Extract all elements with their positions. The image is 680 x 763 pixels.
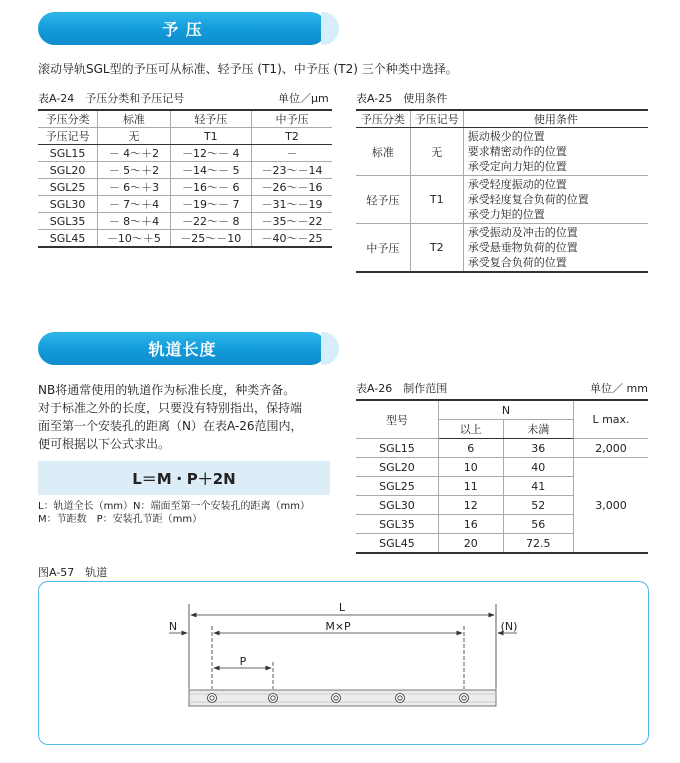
dim-n-label: N [168, 620, 178, 633]
table-cell: SGL25 [38, 179, 98, 196]
table-cell: SGL30 [356, 496, 439, 515]
table-cell: －22～－ 8 [170, 213, 251, 230]
table-cell: 36 [503, 439, 574, 458]
figure-box [38, 581, 649, 745]
table-a24-header: 中予压 [251, 110, 332, 128]
table-a24-symbol: 予压记号 [38, 128, 98, 145]
dim-nr-label: (N) [500, 620, 518, 633]
condition-item: 承受力矩的位置 [467, 208, 545, 221]
table-a24-header: 标准 [98, 110, 171, 128]
table-a24-unit: 单位／μm [278, 92, 329, 105]
dim-mp-label: M×P [325, 620, 351, 633]
table-row [356, 439, 648, 458]
condition-list [463, 224, 648, 273]
table-a25-header: 予压记号 [410, 110, 463, 128]
table-row [38, 196, 332, 213]
table-row [38, 145, 332, 162]
table-cell: 40 [503, 458, 574, 477]
table-cell: SGL20 [38, 162, 98, 179]
condition-item: 振动极少的位置 [467, 130, 545, 143]
mounting-hole-inner [334, 696, 338, 700]
table-cell: 56 [503, 515, 574, 534]
table-cell: －14～－ 5 [170, 162, 251, 179]
table-cell: 16 [439, 515, 504, 534]
table-cell: －23～－14 [251, 162, 332, 179]
formula-legend [38, 500, 358, 526]
table-a25-caption: 表A-25 使用条件 [356, 92, 448, 105]
condition-symbol: 无 [410, 128, 463, 176]
table-row [356, 224, 648, 273]
table-a26-caption: 表A-26 制作范围 [356, 382, 448, 395]
condition-item: 承受轻度振动的位置 [467, 178, 567, 191]
table-cell: SGL15 [356, 439, 439, 458]
rail-text-line: 面至第一个安装孔的距离（N）在表A-26范围内， [38, 419, 303, 433]
header-max: 未满 [503, 420, 574, 439]
section-title-preload [38, 12, 327, 45]
table-a24 [38, 109, 332, 248]
table-a24-caption: 表A-24 予压分类和予压记号 [38, 92, 185, 105]
condition-item: 承受悬垂物负荷的位置 [467, 241, 578, 254]
mounting-hole-inner [398, 696, 402, 700]
table-row [38, 230, 332, 248]
rail-body [189, 690, 496, 706]
mounting-hole-inner [271, 696, 275, 700]
table-a26-unit: 单位／ mm [590, 382, 648, 395]
rail-drawing [39, 582, 648, 744]
condition-class: 轻予压 [356, 176, 410, 224]
mounting-hole-inner [462, 696, 466, 700]
condition-class: 中予压 [356, 224, 410, 273]
table-cell: 41 [503, 477, 574, 496]
table-row [356, 128, 648, 176]
figure-caption: 图A-57 轨道 [38, 566, 108, 579]
header-n: N [439, 400, 574, 420]
legend-line: L：轨道全长（mm）N：端面至第一个安装孔的距离（mm） [38, 501, 311, 512]
table-cell: SGL35 [356, 515, 439, 534]
table-a25-header: 予压分类 [356, 110, 410, 128]
table-cell: － 7～＋4 [98, 196, 171, 213]
rail-text-line: 便可根据以下公式求出。 [38, 437, 171, 451]
table-a26 [356, 399, 648, 554]
table-cell: 12 [439, 496, 504, 515]
table-cell: －31～－19 [251, 196, 332, 213]
table-cell: － [251, 145, 332, 162]
table-cell: －25～－10 [170, 230, 251, 248]
table-cell: － 6～＋3 [98, 179, 171, 196]
condition-list [463, 128, 648, 176]
table-a25-header: 使用条件 [463, 110, 648, 128]
table-cell: －26～－16 [251, 179, 332, 196]
condition-item: 要求精密动作的位置 [467, 145, 567, 158]
table-cell: SGL45 [38, 230, 98, 248]
table-cell: SGL25 [356, 477, 439, 496]
table-a25 [356, 109, 648, 273]
pill-cap [321, 12, 339, 45]
table-cell: 11 [439, 477, 504, 496]
pill-cap [321, 332, 339, 365]
rail-text-line: 对于标准之外的长度，只要没有特别指出，保持端 [38, 401, 303, 415]
table-cell: －10～＋5 [98, 230, 171, 248]
table-a24-symbol: T1 [170, 128, 251, 145]
formula: L＝M・P＋2N [132, 469, 236, 488]
table-cell: SGL35 [38, 213, 98, 230]
table-cell: 6 [439, 439, 504, 458]
table-cell: －19～－ 7 [170, 196, 251, 213]
table-cell: －35～－22 [251, 213, 332, 230]
table-cell: －16～－ 6 [170, 179, 251, 196]
table-cell: SGL30 [38, 196, 98, 213]
table-a24-header: 轻予压 [170, 110, 251, 128]
section-title-rail-length [38, 332, 327, 365]
table-cell: SGL45 [356, 534, 439, 554]
table-row [38, 179, 332, 196]
table-cell: 52 [503, 496, 574, 515]
table-a24-symbol: T2 [251, 128, 332, 145]
extension-lines [189, 604, 496, 689]
table-row [38, 213, 332, 230]
condition-item: 承受振动及冲击的位置 [467, 226, 578, 239]
header-min: 以上 [439, 420, 504, 439]
table-a24-header: 予压分类 [38, 110, 98, 128]
legend-line: M：节距数 P：安装孔节距（mm） [38, 514, 203, 525]
table-a24-symbol: 无 [98, 128, 171, 145]
table-row [38, 162, 332, 179]
dim-l-label: L [338, 601, 346, 614]
condition-symbol: T1 [410, 176, 463, 224]
condition-symbol: T2 [410, 224, 463, 273]
condition-item: 承受定向力矩的位置 [467, 160, 567, 173]
condition-list [463, 176, 648, 224]
condition-class: 标准 [356, 128, 410, 176]
formula-box [38, 461, 330, 495]
section-title-text: 轨道长度 [148, 340, 217, 359]
header-lmax: L max. [574, 400, 649, 439]
table-row [356, 458, 648, 477]
table-cell: 72.5 [503, 534, 574, 554]
lmax-cell: 2,000 [574, 439, 649, 458]
table-cell: － 5～＋2 [98, 162, 171, 179]
table-cell: － 4～＋2 [98, 145, 171, 162]
mounting-hole-inner [210, 696, 214, 700]
table-cell: SGL20 [356, 458, 439, 477]
dim-p-label: P [239, 655, 247, 668]
table-row [356, 176, 648, 224]
table-cell: 10 [439, 458, 504, 477]
table-cell: SGL15 [38, 145, 98, 162]
rail-text [38, 381, 348, 453]
rail-text-line: NB将通常使用的轨道作为标准长度，种类齐备。 [38, 383, 296, 397]
table-cell: 20 [439, 534, 504, 554]
table-cell: －12～－ 4 [170, 145, 251, 162]
condition-item: 承受轻度复合负荷的位置 [467, 193, 589, 206]
lmax-cell: 3,000 [574, 458, 649, 554]
section-title-text: 予 压 [162, 20, 203, 39]
table-cell: － 8～＋4 [98, 213, 171, 230]
intro-text: 滚动导轨SGL型的予压可从标准、轻予压 (T1)、中予压 (T2) 三个种类中选择。 [38, 62, 458, 76]
header-model: 型号 [356, 400, 439, 439]
table-cell: －40～－25 [251, 230, 332, 248]
condition-item: 承受复合负荷的位置 [467, 256, 567, 269]
